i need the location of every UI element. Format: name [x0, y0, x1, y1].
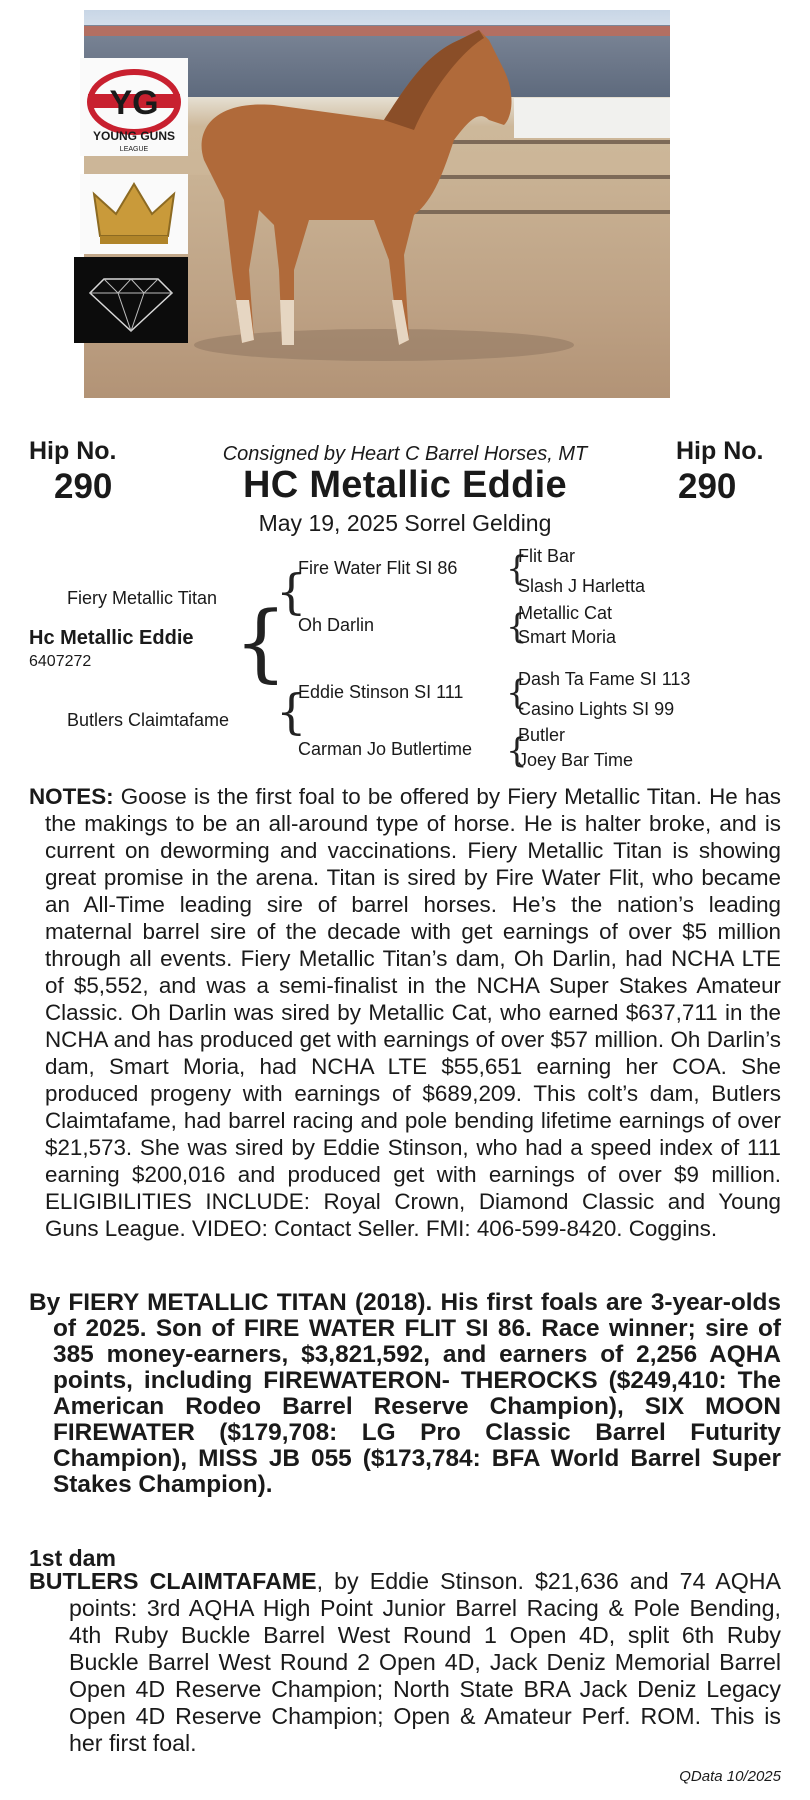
- sire-section: [29, 1290, 781, 1498]
- pedigree-sire-sire: Fire Water Flit SI 86: [298, 558, 458, 578]
- hip-label-left: Hip No.: [29, 437, 117, 465]
- royal-crown-logo: [80, 174, 188, 254]
- pedigree-brace: {: [506, 731, 528, 771]
- hip-number-left: 290: [54, 467, 113, 506]
- foaling-date-sex: May 19, 2025 Sorrel Gelding: [258, 510, 552, 536]
- notes-text: Goose is the first foal to be offered by Fiery Metallic Titan. He has the makings to be an all-around type of horse. He is halter broke, and is current on deworming and vaccinations. Fiery Metallic Titan is showing great promise in the arena. Titan is sired by Fire Water Flit, who became an All-Time leading sire of barrel horses. He’s the nation’s leading maternal barrel sire of the decade with get earnings of over $5 million through all events. Fiery Metallic Titan’s dam, Oh Darlin, had NCHA LTE of $5,552, and was a semi-finalist in the NCHA Super Stakes Amateur Classic. Oh Darlin was sired by Metallic Cat, who earned $637,711 in the NCHA and has produced get with earnings of over $57 million. Oh Darlin’s dam, Smart Moria, had NCHA LTE $55,651 earning her COA. She produced progeny with earnings of $689,209. This colt’s dam, Butlers Claimtafame, had barrel racing and pole bending lifetime earnings of over $21,573. She was sired by Eddie Stinson, who had a speed index of 111 earning $200,016 and produced get with earnings of over $9 million. ELIGIBILITIES INCLUDE: Royal Crown, Diamond Classic and Young Guns League. VIDEO: Contact Seller. FMI: 406-599-8420. Coggins.: [45, 784, 781, 1241]
- pedigree-registration: 6407272: [29, 653, 92, 670]
- footer-credit: QData 10/2025: [679, 1768, 781, 1785]
- pedigree-ggs: Joey Bar Time: [518, 750, 634, 770]
- hip-number-right: 290: [678, 467, 737, 506]
- pedigree-dam-dam: Carman Jo Butlertime: [298, 739, 473, 759]
- svg-text:LEAGUE: LEAGUE: [119, 146, 149, 153]
- notes-section: [29, 783, 781, 1242]
- pedigree-ggs: Casino Lights SI 99: [518, 699, 675, 719]
- pedigree-ggs: Flit Bar: [518, 546, 576, 566]
- pedigree-ggs: Smart Moria: [518, 627, 617, 647]
- horse-name-title: HC Metallic Eddie: [243, 464, 567, 506]
- pedigree-sire-dam: Oh Darlin: [298, 615, 375, 635]
- first-dam-heading: 1st dam: [29, 1545, 116, 1571]
- hip-label-right: Hip No.: [676, 437, 764, 465]
- pedigree-brace: {: [276, 564, 307, 620]
- pedigree-subject: Hc Metallic Eddie: [29, 627, 194, 649]
- pedigree-brace: {: [276, 684, 307, 740]
- pedigree-ggs: Metallic Cat: [518, 603, 613, 623]
- first-dam-text: , by Eddie Stinson. $21,636 and 74 AQHA points: 3rd AQHA High Point Junior Barrel Racing & Pole Bending, 4th Ruby Buckle Barrel West Round 1 Open 4D, split 6th Ruby Buckle Barrel West Round 2 Open 4D, Jack Deniz Memorial Barrel Open 4D Reserve Champion; North State BRA Jack Deniz Legacy Open 4D Reserve Champion; Open & Amateur Perf. ROM. This is her first foal.: [69, 1568, 781, 1756]
- pedigree-brace: {: [506, 549, 528, 589]
- diamond-classic-logo: [74, 257, 188, 343]
- pedigree-brace: {: [506, 673, 528, 713]
- sire-paragraph: By FIERY METALLIC TITAN (2018). His first foals are 3-year-olds of 2025. Son of FIRE WATER FLIT SI 86. Race winner; sire of 385 money-earners, $3,821,592, and earners of 2,256 AQHA points, including FIREWATERON- THEROCKS ($249,410: The American Rodeo Barrel Reserve Champion), SIX MOON FIREWATER ($179,708: LG Pro Classic Barrel Futurity Champion), MISS JB 055 ($173,784: BFA World Barrel Super Stakes Champion).: [29, 1289, 781, 1498]
- pedigree-ggs: Dash Ta Fame SI 113: [518, 669, 691, 689]
- consignor-line: Consigned by Heart C Barrel Horses, MT: [222, 443, 588, 465]
- pedigree-ggs: Butler: [518, 725, 566, 745]
- pedigree-brace: {: [234, 593, 288, 691]
- pedigree-sire: Fiery Metallic Titan: [67, 588, 218, 608]
- svg-text:YOUNG GUNS: YOUNG GUNS: [92, 129, 176, 143]
- svg-text:YG: YG: [109, 84, 159, 122]
- pedigree-dam: Butlers Claimtafame: [67, 710, 230, 730]
- pedigree-brace: {: [506, 607, 528, 647]
- first-dam-name: BUTLERS CLAIMTAFAME: [29, 1568, 317, 1594]
- pedigree-dam-sire: Eddie Stinson SI 111: [298, 682, 464, 702]
- notes-label: NOTES:: [29, 784, 114, 809]
- young-guns-league-logo: [80, 58, 188, 156]
- pedigree-ggs: Slash J Harletta: [518, 576, 646, 596]
- first-dam-section: [29, 1568, 781, 1757]
